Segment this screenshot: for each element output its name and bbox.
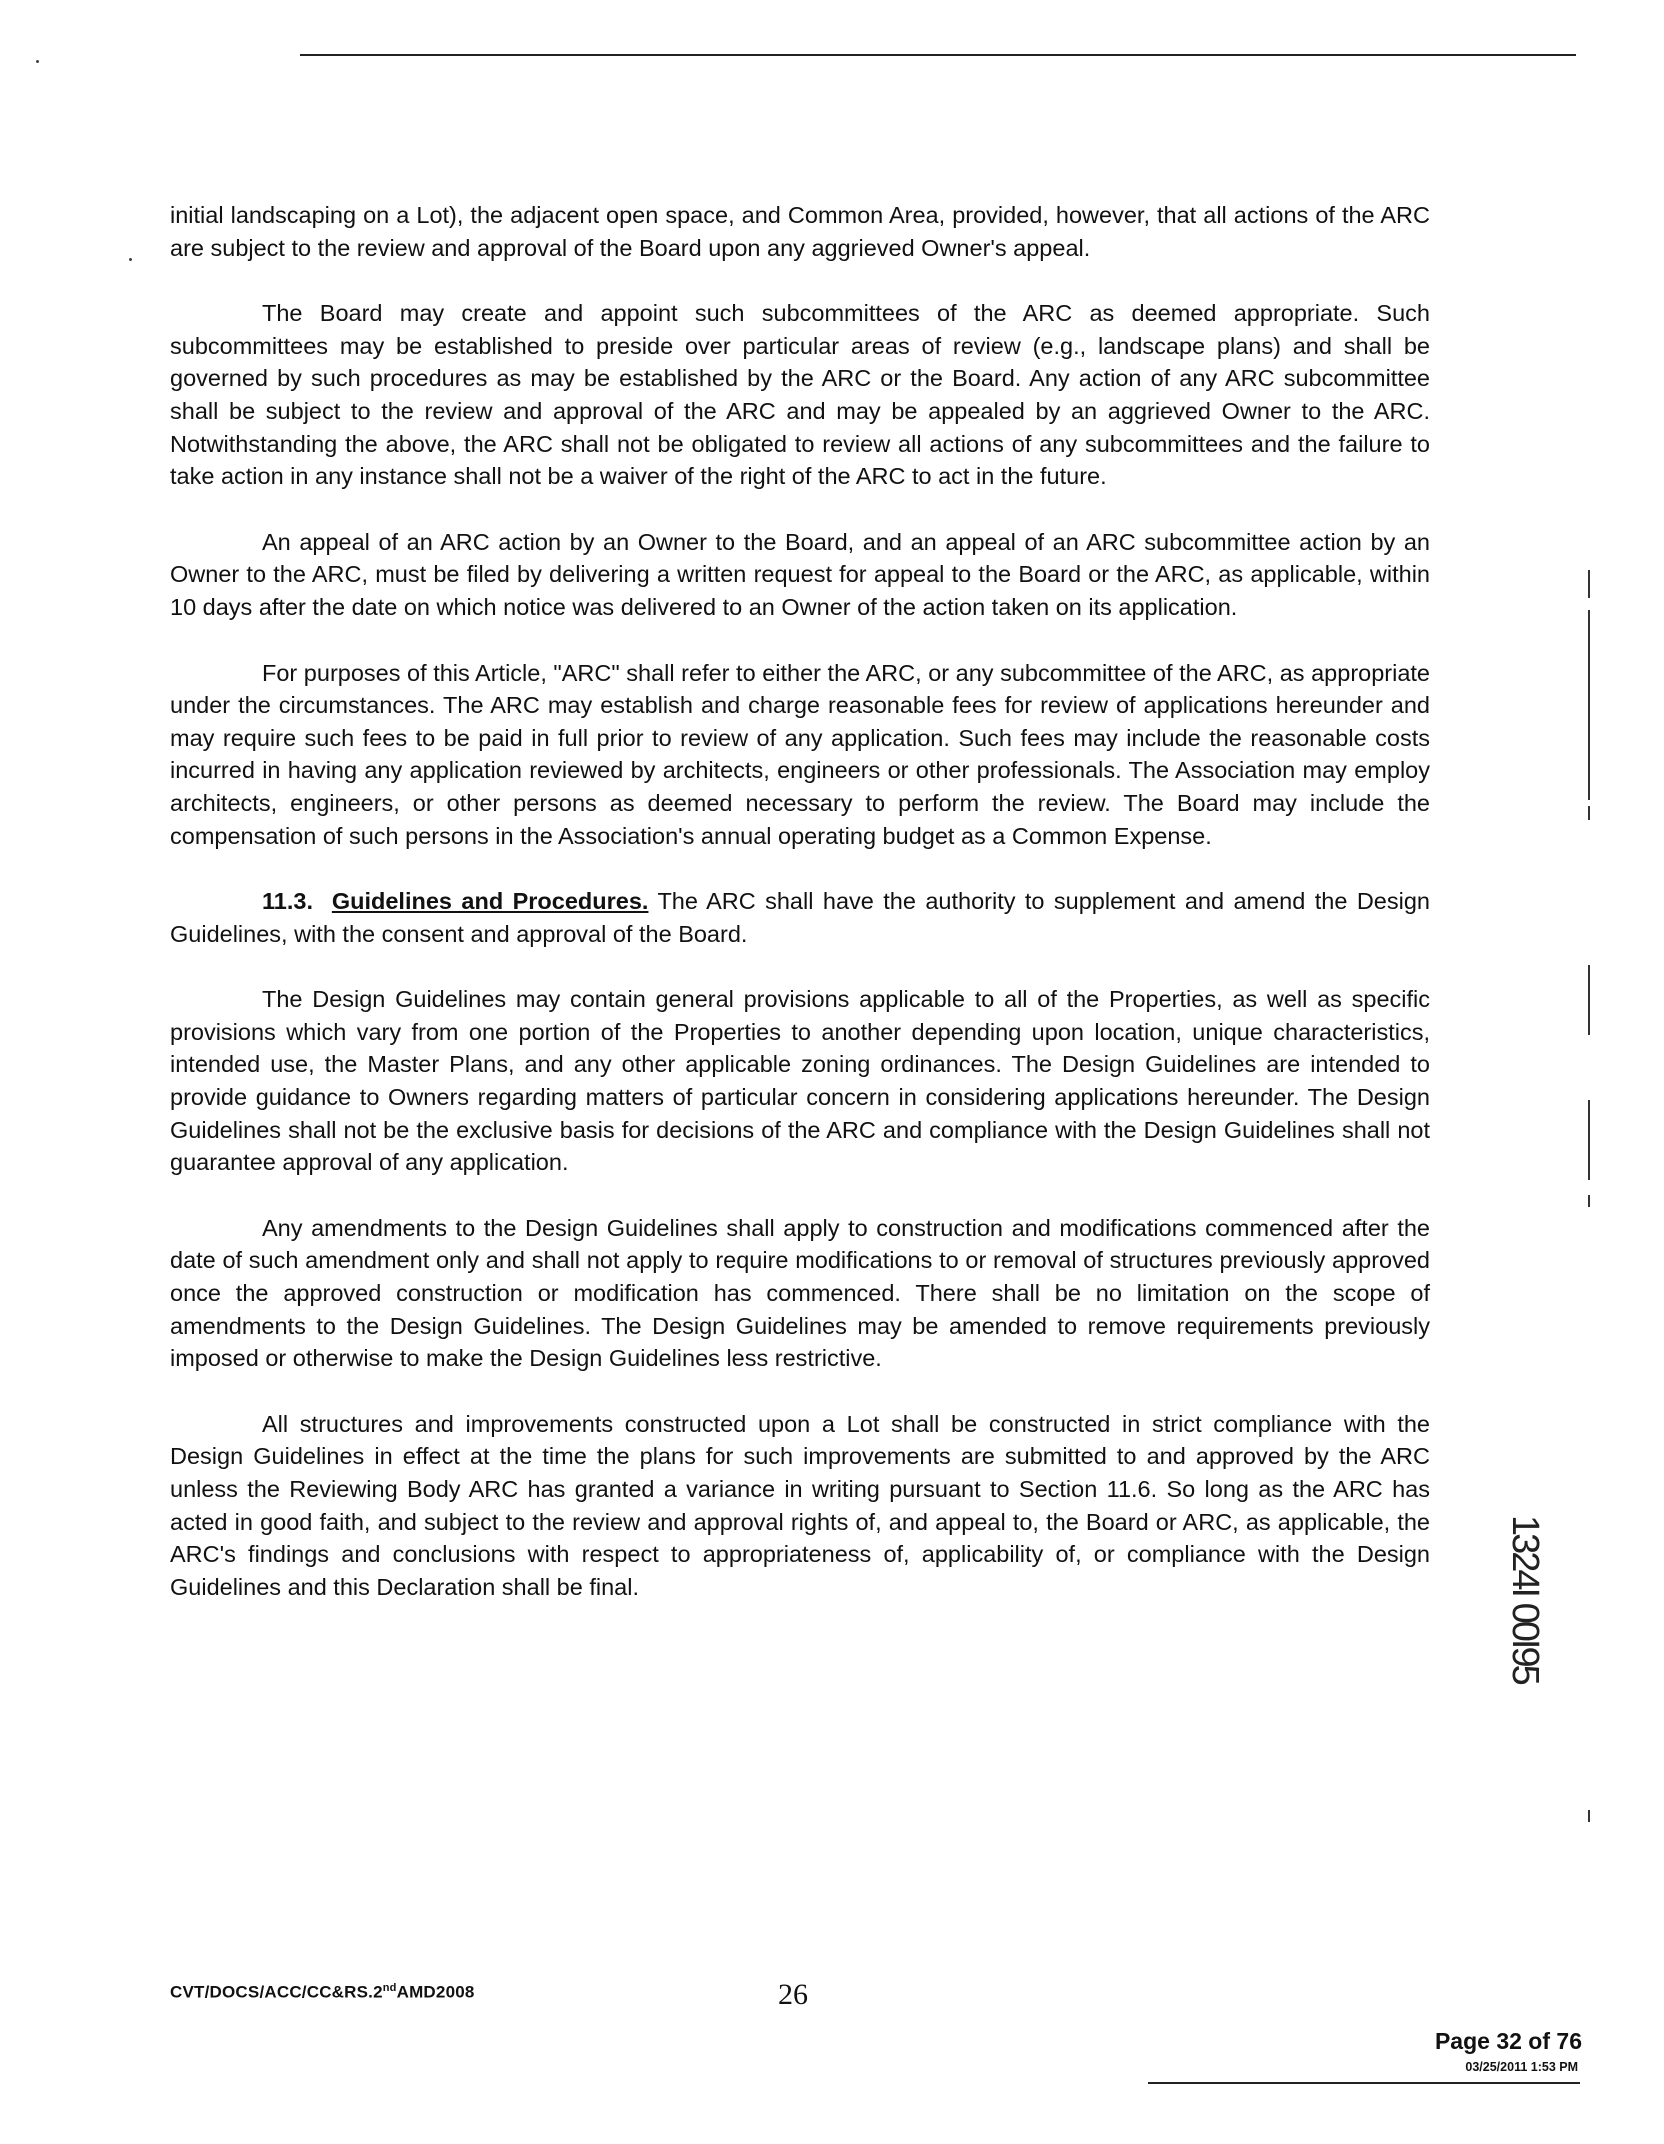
scan-mark	[1588, 610, 1590, 800]
paragraph-compliance: All structures and improvements constructed upon a Lot shall be constructed in strict compliance with the Design Guidelines in effect at the time the plans for such improvements are submitted to and approved by the ARC unless the Reviewing Body ARC has granted a variance in writing pursuant to Section 11.6. So long as the ARC has acted in good faith, and subject to the review and approval rights of, and appeal to, the Board or ARC, as applicable, the ARC's findings and conclusions with respect to appropriateness of, applicability of, or compliance with the Design Guidelines and this Declaration shall be final.	[170, 1410, 1430, 1600]
top-rule	[300, 54, 1576, 56]
paragraph-subcommittees: The Board may create and appoint such subcommittees of the ARC as deemed appropriate. Such subcommittees may be established to preside over particular areas of review (e.g., landscape plans) and shall be governed by such procedures as may be established by the ARC or the Board. Any action of any ARC subcommittee shall be subject to the review and approval of the ARC and may be appealed by an aggrieved Owner to the ARC. Notwithstanding the above, the ARC shall not be obligated to review all actions of any subcommittees and the failure to take action in any instance shall not be a waiver of the right of the ARC to act in the future.	[170, 300, 1430, 490]
paragraph-appeal: An appeal of an ARC action by an Owner to the Board, and an appeal of an ARC subcommittee action by an Owner to the ARC, must be filed by delivering a written request for appeal to the Board or the ARC, as applicable, within 10 days after the date on which notice was delivered to an Owner of the action taken on its application.	[170, 528, 1430, 620]
section-number: 11.3.	[262, 888, 313, 915]
bottom-rule	[1148, 2082, 1580, 2084]
recording-timestamp: 03/25/2011 1:53 PM	[1465, 2060, 1578, 2074]
scan-speck	[129, 258, 132, 261]
document-id	[170, 1982, 475, 2003]
scan-mark	[1588, 1100, 1590, 1180]
paragraph-fees: For purposes of this Article, "ARC" shall refer to either the ARC, or any subcommittee of the ARC, as appropriate under the circumstances. The ARC may establish and charge reasonable fees for review of applications hereunder and may require such fees to be paid in full prior to review of any application. Such fees may include the reasonable costs incurred in having any application reviewed by architects, engineers or other professionals. The Association may employ architects, engineers, or other persons as deemed necessary to perform the review. The Board may include the compensation of such persons in the Association's annual operating budget as a Common Expense.	[170, 659, 1430, 849]
recording-stamp: 1324I 00I95	[1504, 1515, 1546, 1683]
scan-mark	[1588, 570, 1590, 598]
body-text	[170, 199, 1430, 1636]
document-id-tail: AMD2008	[396, 1982, 475, 2002]
page-number: 26	[778, 1978, 808, 2011]
scan-mark	[1588, 1810, 1590, 1822]
scan-mark	[1588, 806, 1590, 820]
paragraph-amendments: Any amendments to the Design Guidelines shall apply to construction and modifications commenced after the date of such amendment only and shall not apply to require modifications to or removal of structures previously approved once the approved construction or modification has commenced. There shall be no limitation on the scope of amendments to the Design Guidelines. The Design Guidelines may be amended to remove requirements previously imposed or otherwise to make the Design Guidelines less restrictive.	[170, 1214, 1430, 1372]
section-11-3	[170, 885, 1430, 950]
section-body: The ARC shall have the authority to supplement and amend the Design Guidelines, with the consent and approval of the Board.	[170, 888, 1430, 947]
page-of-total: Page 32 of 76	[1434, 2028, 1582, 2054]
paragraph-continuation: initial landscaping on a Lot), the adjacent open space, and Common Area, provided, however, that all actions of the ARC are subject to the review and approval of the Board upon any aggrieved Owner's appeal.	[170, 202, 1430, 261]
document-id-suffix: nd	[382, 1982, 397, 1994]
document-id-prefix: CVT/DOCS/ACC/CC&RS.2	[170, 1982, 383, 2002]
scan-speck	[36, 60, 39, 63]
scan-mark	[1588, 965, 1590, 1035]
section-title: Guidelines and Procedures.	[331, 888, 649, 915]
scan-mark	[1588, 1195, 1590, 1207]
paragraph-guideline-provisions: The Design Guidelines may contain general provisions applicable to all of the Properties, as well as specific provisions which vary from one portion of the Properties to another depending upon location, unique characteristics, intended use, the Master Plans, and any other applicable zoning ordinances. The Design Guidelines are intended to provide guidance to Owners regarding matters of particular concern in considering applications hereunder. The Design Guidelines shall not be the exclusive basis for decisions of the ARC and compliance with the Design Guidelines shall not guarantee approval of any application.	[170, 986, 1430, 1176]
